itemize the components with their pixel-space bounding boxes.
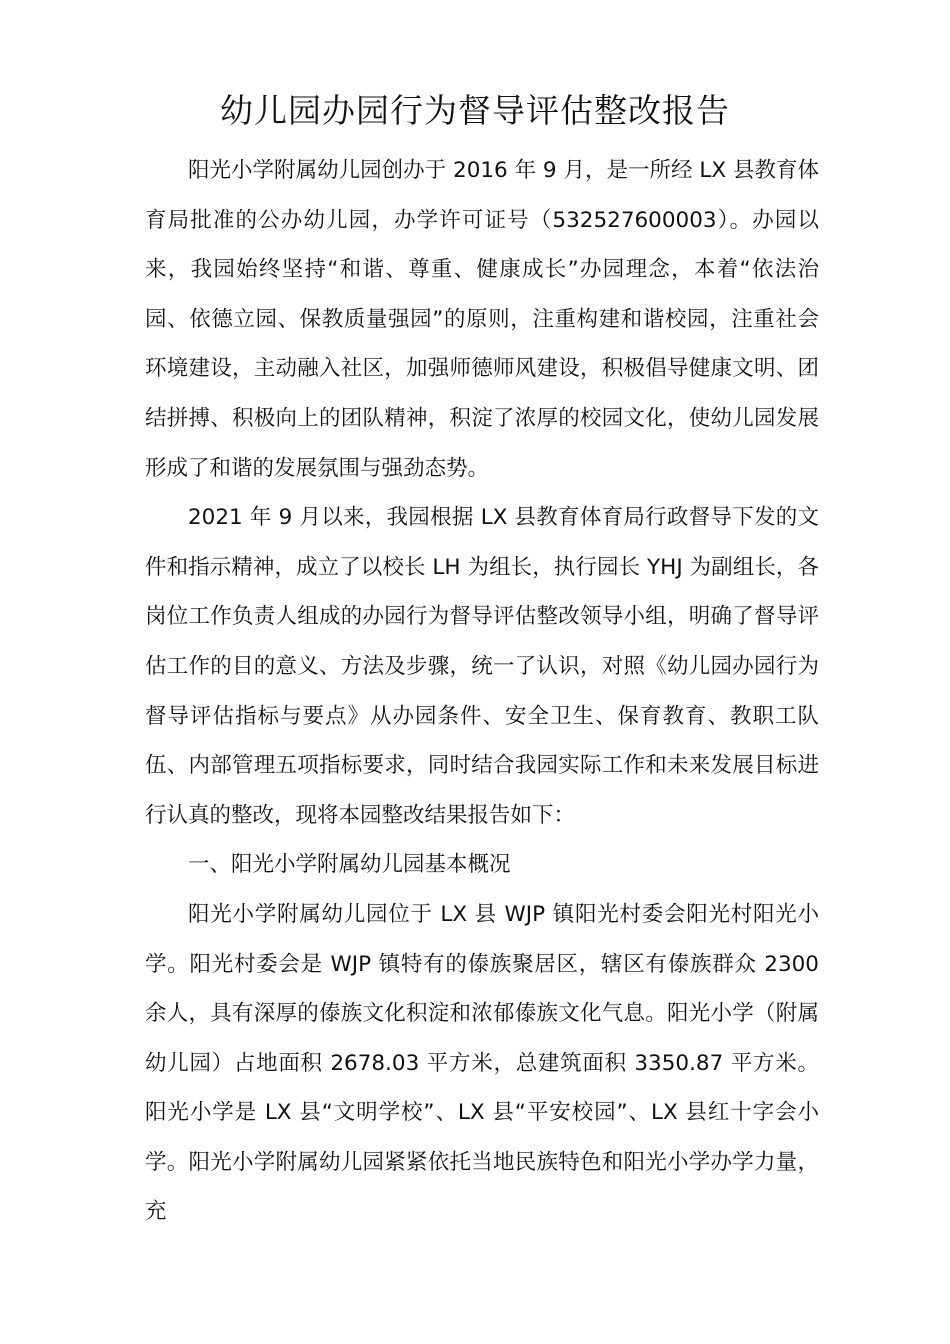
paragraph-intro: 阳光小学附属幼儿园创办于 2016 年 9 月，是一所经 LX 县教育体育局批准的公办幼儿园，办学许可证号（532527600003）。办园以来，我园始终坚持“和谐、尊重、健康成长”办园理念，本着“依法治园、依德立园、保教质量强园”的原则，注重构建和谐校园，注重社会环境建设，主动融入社区，加强师德师风建设，积极倡导健康文明、团结拼搏、积极向上的团队精神，积淀了浓厚的校园文化，使幼儿园发展形成了和谐的发展氛围与强劲态势。 xyxy=(145,158,819,481)
paragraph-overview: 阳光小学附属幼儿园位于 LX 县 WJP 镇阳光村委会阳光村阳光小学。阳光村委会是 WJP 镇特有的傣族聚居区，辖区有傣族群众 2300 余人，具有深厚的傣族文化积淀和浓郁傣族文化气息。阳光小学（附属幼儿园）占地面积 2678.03 平方米，总建筑面积 3350.87 平方米。阳光小学是 LX 县“文明学校”、LX 县“平安校园”、LX 县红十字会小学。阳光小学附属幼儿园紧紧依托当地民族特色和阳光小学办学力量，充 xyxy=(145,901,819,1225)
document-body xyxy=(145,146,819,1237)
document-title: 幼儿园办园行为督导评估整改报告 xyxy=(220,91,730,130)
paragraph-background: 2021 年 9 月以来，我园根据 LX 县教育体育局行政督导下发的文件和指示精神，成立了以校长 LH 为组长，执行园长 YHJ 为副组长，各岗位工作负责人组成的办园行为督导评估整改领导小组，明确了督导评估工作的目的意义、方法及步骤，统一了认识，对照《幼儿园办园行为督导评估指标与要点》从办园条件、安全卫生、保育教育、教职工队伍、内部管理五项指标要求，同时结合我园实际工作和未来发展目标进行认真的整改，现将本园整改结果报告如下： xyxy=(145,505,819,828)
section-heading-overview: 一、阳光小学附属幼儿园基本概况 xyxy=(188,852,511,878)
